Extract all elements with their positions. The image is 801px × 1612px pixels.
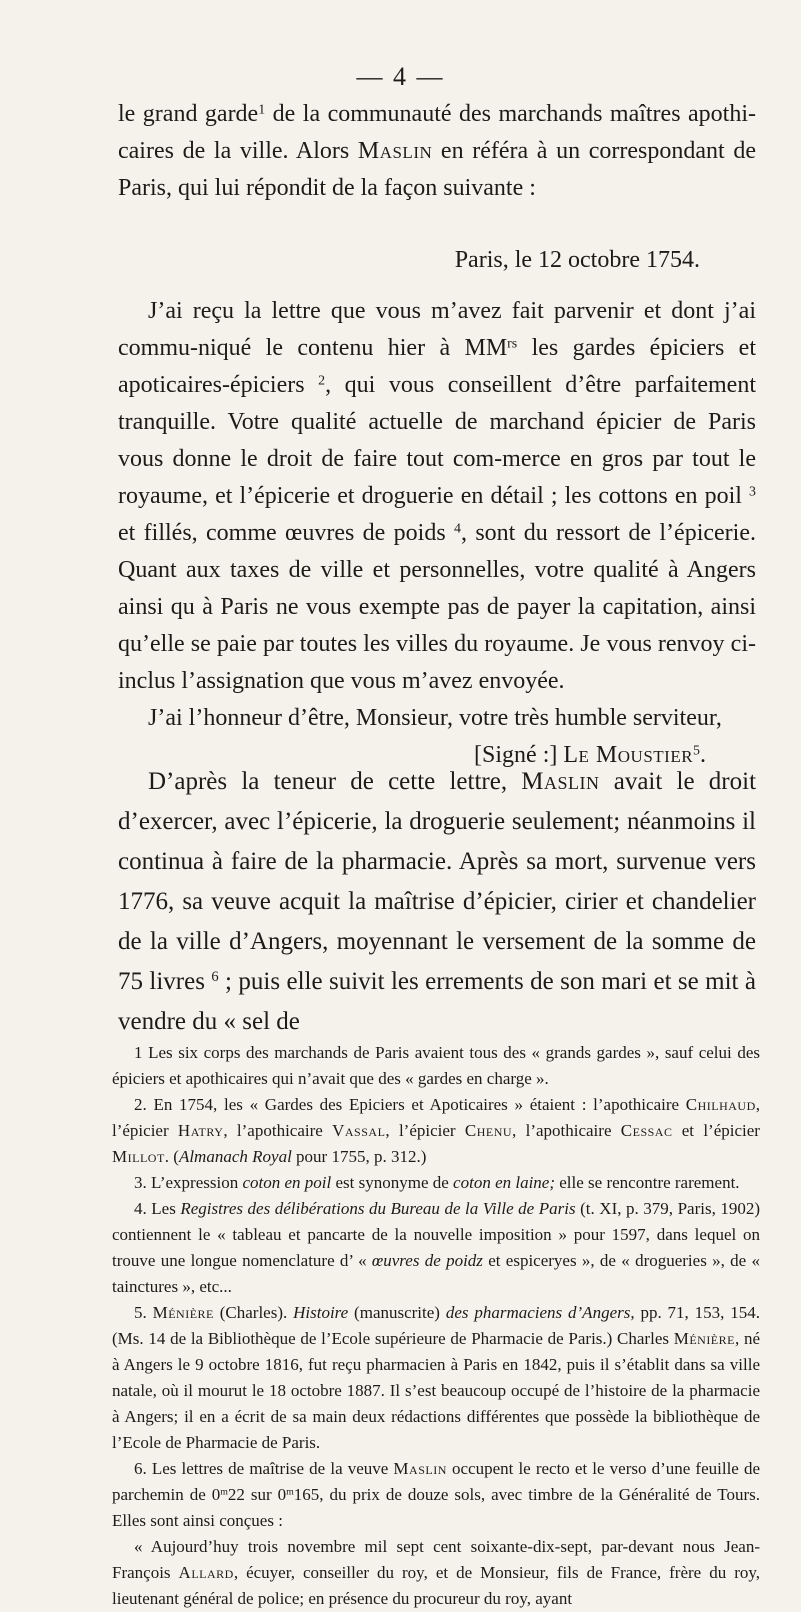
person-name: Maslin bbox=[393, 1459, 447, 1478]
text-run: , pp. 71, 153, 154. (Ms. 14 de la Bibliothèque de l’Ecole supérieure de Pharmacie de Paris.) Charles bbox=[112, 1303, 761, 1348]
text-run: pour 1755, p. 312.) bbox=[291, 1147, 427, 1166]
person-name: Ménière bbox=[152, 1303, 214, 1322]
footnote-6-quote bbox=[112, 1534, 760, 1612]
text-run: D’après la teneur de cette lettre, bbox=[148, 768, 522, 795]
text-run: , l’apothicaire bbox=[512, 1121, 621, 1140]
text-run: , l’épicier bbox=[112, 1095, 760, 1140]
text-run: en référa à un correspondant de bbox=[432, 138, 757, 164]
body-paragraph bbox=[118, 762, 756, 1042]
footnote-2 bbox=[112, 1092, 760, 1170]
text-run: , écuyer, conseiller du roy, et de Monsieur, fils de France, frère du roy, lieutenant général de police; en présence du procureur du roy, ayant bbox=[112, 1563, 761, 1608]
person-name: Maslin bbox=[357, 138, 433, 164]
letter-date: Paris, le 12 octobre 1754. bbox=[454, 247, 700, 273]
text-run: , l’apothicaire bbox=[223, 1121, 333, 1140]
text-run: et l’épicier bbox=[672, 1121, 760, 1140]
text-run: , l’épicier bbox=[385, 1121, 465, 1140]
italic-term: coton en laine; bbox=[453, 1173, 556, 1192]
person-name: Vassal bbox=[332, 1121, 386, 1140]
book-title: Almanach Royal bbox=[178, 1147, 292, 1166]
text-run: et espiceryes », de « drogueries », de « tainctures », etc... bbox=[112, 1251, 760, 1296]
text-run: avait le droit d’exercer, avec l’épicerie, la droguerie seulement; néanmoins il continua à faire de la pharmacie. Après sa mort, survenue vers 1776, sa veuve acquit la maîtrise d’épicier, cirier et chandelier de la ville d’Angers, moyennant le versement de la somme de 75 livres bbox=[118, 768, 757, 995]
superscript: m bbox=[220, 1486, 228, 1498]
text-run: 2. En 1754, les « Gardes des Epiciers et Apoticaires » étaient : l’apothicaire bbox=[134, 1095, 686, 1114]
text-run: Paris, qui lui répondit de la façon suivante : bbox=[118, 175, 536, 201]
letter-closing: J’ai l’honneur d’être, Monsieur, votre très humble serviteur, bbox=[148, 705, 722, 731]
signatory-name: Le Moustier bbox=[563, 742, 694, 768]
text-run: [Signé :] bbox=[474, 742, 564, 768]
letter-body bbox=[118, 293, 756, 700]
text-run: les gardes épiciers et apoticaires-épiciers bbox=[118, 335, 756, 398]
text-run: 6. Les lettres de maîtrise de la veuve bbox=[134, 1459, 394, 1478]
text-run: (t. XI, p. 379, Paris, 1902) contiennent le « tableau et pancarte de la nouvelle imposition » pour 1597, dans lequel on trouve une longue nomenclature d’ « bbox=[112, 1199, 761, 1270]
text-run: 165, du prix de douze sols, avec timbre de la Généralité de Tours. Elles sont ainsi conçues : bbox=[112, 1485, 760, 1530]
text-run: occupent le recto et le verso d’une feuille de parchemin de 0 bbox=[112, 1459, 760, 1504]
text-run: , né à Angers le 9 octobre 1816, fut reçu pharmacien à Paris en 1842, puis il s’établit dans sa ville natale, où il mourut le 18 octobre 1887. Il s’est beaucoup occupé de l’histoire de la pharmacie à Angers; il en a écrit de sa main deux rédactions différentes que possède la bibliothèque de l’Ecole de Pharmacie de Paris. bbox=[112, 1329, 760, 1452]
book-title: des pharmaciens d’Angers bbox=[445, 1303, 631, 1322]
person-name: Hatry bbox=[177, 1121, 224, 1140]
text-run: elle se rencontre rarement. bbox=[555, 1173, 740, 1192]
person-name: Maslin bbox=[521, 768, 600, 795]
text-run: 3. L’expression bbox=[134, 1173, 243, 1192]
text-run: . ( bbox=[164, 1147, 179, 1166]
text-run: 22 sur 0 bbox=[227, 1485, 287, 1504]
text-run: (manuscrite) bbox=[348, 1303, 446, 1322]
footnote-1: 1 Les six corps des marchands de Paris avaient tous des « grands gardes », sauf celui des épiciers et apothicaires qui n’avait que des « gardes en charge ». bbox=[112, 1043, 760, 1088]
footnote-ref-2[interactable]: 2 bbox=[318, 373, 326, 389]
footnote-ref-1[interactable]: 1 bbox=[258, 102, 266, 118]
text-run: , sont du ressort de l’épicerie. Quant aux taxes de ville et personnelles, votre qualité à Angers ainsi qu à Paris ne vous exempte pas de payer la capitation, ainsi qu’elle se paie par toutes les villes du royaume. Je vous renvoy ci-inclus l’assignation que vous m’avez envoyée. bbox=[118, 520, 756, 694]
superscript: m bbox=[286, 1486, 294, 1498]
text-run: et fillés, comme œuvres de poids bbox=[118, 520, 455, 546]
person-name: Ménière bbox=[673, 1329, 735, 1348]
superscript: rs bbox=[507, 336, 518, 352]
footnote-ref-3[interactable]: 3 bbox=[749, 484, 756, 500]
footnote-5 bbox=[112, 1300, 760, 1456]
text-run: 5. bbox=[134, 1303, 153, 1322]
text-run: 4. Les bbox=[134, 1199, 181, 1218]
quoted-letter bbox=[118, 242, 756, 774]
italic-term: coton en poil bbox=[242, 1173, 332, 1192]
person-name: Chenu bbox=[464, 1121, 513, 1140]
person-name: Millot bbox=[112, 1147, 165, 1166]
footnote-ref-6[interactable]: 6 bbox=[211, 969, 219, 986]
footnote-ref-5[interactable]: 5 bbox=[693, 743, 700, 759]
text-run: J’ai reçu la lettre que vous m’avez fait parvenir et dont j’ai commu-niqué le contenu hier à MM bbox=[118, 298, 756, 361]
text-run: le grand garde bbox=[118, 101, 259, 127]
intro-paragraph bbox=[118, 96, 756, 207]
text-run: , qui vous conseillent d’être parfaitement tranquille. Votre qualité actuelle de marchand épicier de Paris vous donne le droit de faire tout com-merce en gros par tout le royaume, et l’épicerie et droguerie en détail ; les cottons en poil bbox=[118, 372, 756, 509]
book-title: Registres des délibérations du Bureau de la Ville de Paris bbox=[180, 1199, 576, 1218]
book-title: Histoire bbox=[293, 1303, 349, 1322]
text-run: est synonyme de bbox=[331, 1173, 454, 1192]
text-run: « Aujourd’huy trois novembre mil sept cent soixante-dix-sept, par-devant nous Jean-François bbox=[112, 1537, 760, 1582]
italic-term: œuvres de poidz bbox=[371, 1251, 483, 1270]
footnote-3 bbox=[112, 1170, 760, 1196]
person-name: Cessac bbox=[620, 1121, 673, 1140]
text-run: caires de la ville. Alors bbox=[118, 138, 350, 164]
footnote-6 bbox=[112, 1456, 760, 1534]
person-name: Allard bbox=[178, 1563, 234, 1582]
text-run: . bbox=[700, 742, 706, 768]
footnote-4 bbox=[112, 1196, 760, 1300]
footnote-ref-4[interactable]: 4 bbox=[454, 521, 461, 537]
page-number: — 4 — bbox=[356, 62, 445, 91]
text-run: (Charles). bbox=[213, 1303, 294, 1322]
footnotes bbox=[112, 1040, 760, 1612]
person-name: Chilhaud bbox=[685, 1095, 756, 1114]
text-run: de la communauté des marchands maîtres apothi- bbox=[265, 101, 756, 127]
text-run: ; puis elle suivit les errements de son mari et se mit à vendre du « sel de bbox=[118, 968, 757, 1035]
